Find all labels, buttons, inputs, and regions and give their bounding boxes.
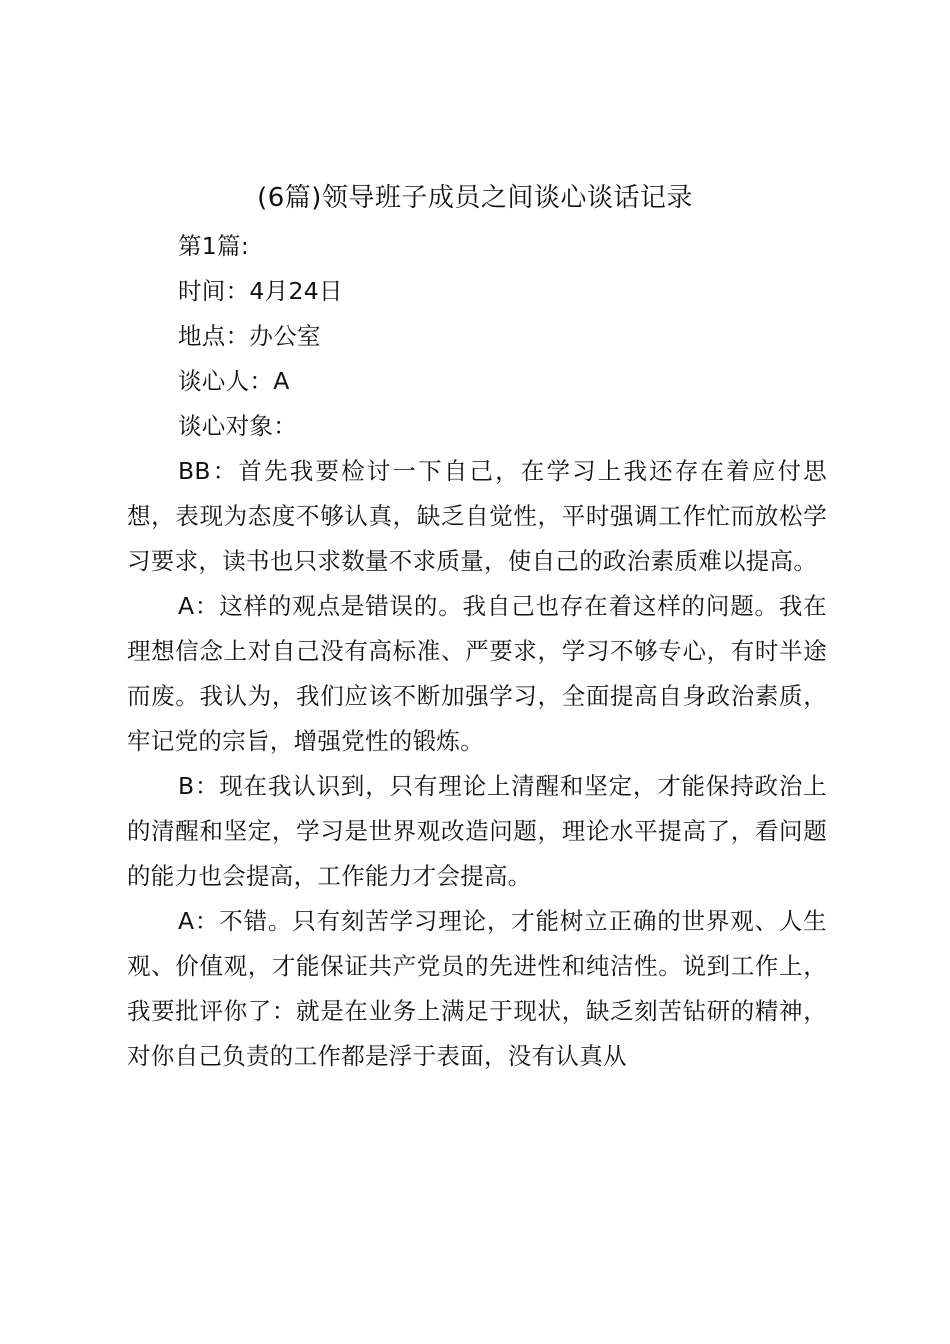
meeting-place: 地点：办公室 (178, 322, 321, 350)
document-title: (6篇)领导班子成员之间谈心谈话记录 (257, 183, 693, 213)
talk-target: 谈心对象： (178, 412, 297, 440)
section-heading: 第1篇: (178, 232, 250, 260)
meeting-time: 时间：4月24日 (178, 277, 343, 305)
paragraph-1: BB：首先我要检讨一下自己，在学习上我还存在着应付思想，表现为态度不够认真，缺乏自觉性，平时强调工作忙而放松学习要求，读书也只求数量不求质量，使自己的政治素质难以提高。 (127, 457, 827, 575)
paragraph-4: A：不错。只有刻苦学习理论，才能树立正确的世界观、人生观、价值观，才能保证共产党员的先进性和纯洁性。说到工作上，我要批评你了：就是在业务上满足于现状，缺乏刻苦钻研的精神，对你自己负责的工作都是浮于表面，没有认真从 (127, 907, 827, 1070)
document-body (127, 224, 827, 1079)
talker: 谈心人：A (178, 367, 290, 395)
paragraph-3: B：现在我认识到，只有理论上清醒和坚定，才能保持政治上的清醒和坚定，学习是世界观改造问题，理论水平提高了，看问题的能力也会提高，工作能力才会提高。 (127, 772, 827, 890)
paragraph-2: A：这样的观点是错误的。我自己也存在着这样的问题。我在理想信念上对自己没有高标准、严要求，学习不够专心，有时半途而废。我认为，我们应该不断加强学习，全面提高自身政治素质，牢记党的宗旨，增强党性的锻炼。 (127, 592, 827, 755)
